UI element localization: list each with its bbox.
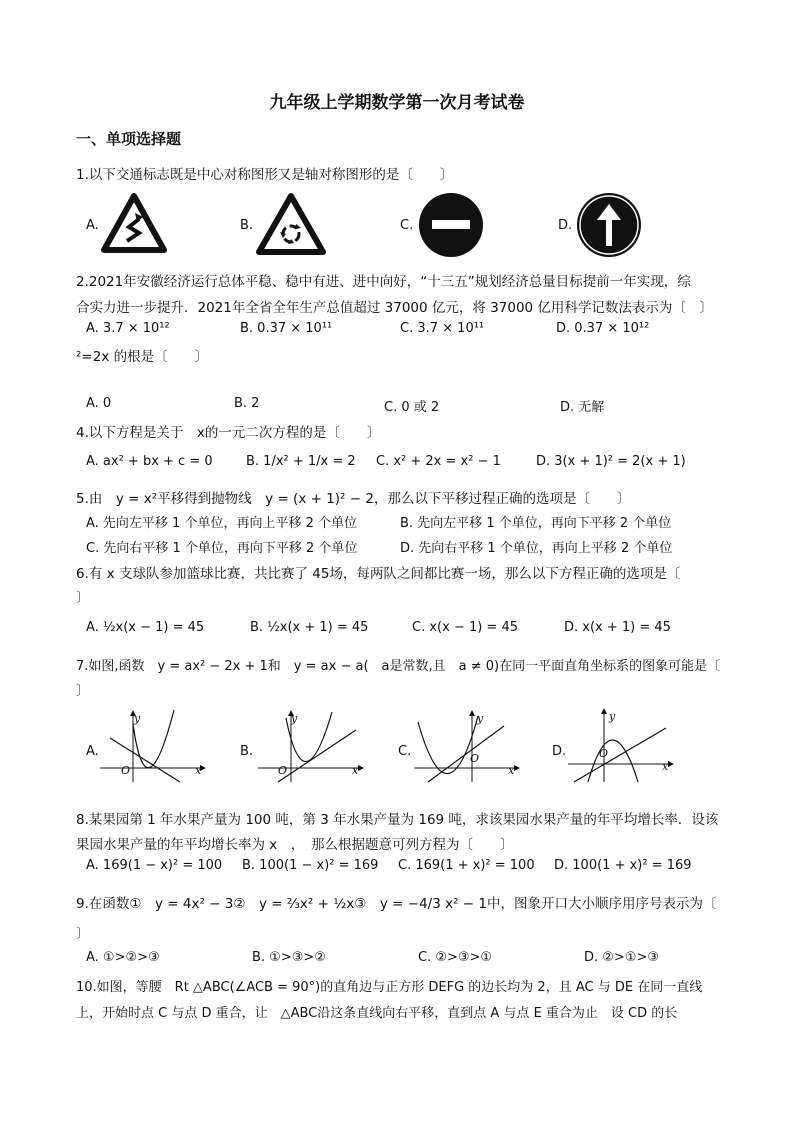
q7-c-y-label: y [477,712,484,725]
q7-graph-c [412,708,522,788]
q5-option-c: C. 先向右平移 1 个单位，再向下平移 2 个单位 [86,541,358,556]
question-1-stem: 1.以下交通标志既是中心对称图形又是轴对称图形的是〔 〕 [76,167,454,183]
q7-a-origin-label: O [121,764,131,777]
q9-option-b: B. ①>③>② [252,950,326,965]
q7-graph-b [256,708,366,788]
q7-d-x-label: x [662,760,669,773]
q2-option-d: D. 0.37 × 10¹² [556,321,650,336]
q5-option-b: B. 先向左平移 1 个单位，再向下平移 2 个单位 [400,516,672,531]
q7-graph-a [98,708,208,788]
q9-option-c: C. ②>③>① [418,950,493,965]
double-bend-sign-icon [101,193,167,257]
q4-option-b: B. 1/x² + 1/x = 2 [246,454,356,469]
q7-b-origin-label: O [278,764,288,777]
question-6-line-2: 〕 [76,590,90,606]
straight-ahead-sign-icon [576,192,642,262]
question-6-line-1: 6.有 x 支球队参加篮球比赛，共比赛了 45场，每两队之间都比赛一场，那么以下方程正确的选项是〔 [76,566,681,582]
q8-option-b: B. 100(1 − x)² = 169 [242,858,379,873]
q7-option-c-label: C. [398,744,412,759]
q2-option-c: C. 3.7 × 10¹¹ [400,321,485,336]
q8-option-c: C. 169(1 + x)² = 100 [398,858,535,873]
q8-option-d: D. 100(1 + x)² = 169 [554,858,692,873]
question-8-line-1: 8.某果园第 1 年水果产量为 100 吨，第 3 年水果产量为 169 吨，求该果园水果产量的年平均增长率．设该 [76,812,719,828]
q7-b-y-label: y [291,712,298,725]
question-7-line-2: 〕 [76,683,90,699]
q6-option-c: C. x(x − 1) = 45 [412,620,518,635]
q6-option-b: B. ½x(x + 1) = 45 [250,620,369,635]
q7-a-x-label: x [195,764,202,777]
question-10-line-2: 上，开始时点 C 与点 D 重合，让 △ABC沿这条直线向右平移，直到点 A 与点 E 重合为止 设 CD 的长 [76,1006,678,1021]
question-5-stem: 5.由 y = x²平移得到抛物线 y = (x + 1)² − 2，那么以下平移过程正确的选项是〔 〕 [76,491,631,507]
q7-c-origin-label: O [470,752,480,765]
q7-option-a-label: A. [86,744,99,759]
q9-option-d: D. ②>①>③ [584,950,660,965]
roundabout-sign-icon [256,193,326,259]
q7-c-x-label: x [508,764,515,777]
q7-a-y-label: y [134,712,141,725]
question-4-stem: 4.以下方程是关于 x的一元二次方程的是〔 〕 [76,425,381,441]
question-2-line-1: 2.2021年安徽经济运行总体平稳、稳中有进、进中向好，“十三五”规划经济总量目标提前一年实现，综 [76,274,691,290]
q3-option-a: A. 0 [86,396,112,411]
question-9-line-2: 〕 [76,926,90,942]
question-3-stem: ²=2x 的根是〔 〕 [76,349,209,365]
q1-option-a-label: A. [86,218,99,233]
question-2-line-2: 合实力进一步提升．2021年全省全年生产总值超过 37000 亿元，将 37000 亿用科学记数法表示为〔 〕 [76,300,713,316]
question-8-line-2: 果园水果产量的年平均增长率为 x ， 那么根据题意可列方程为〔 〕 [76,837,514,853]
q7-b-x-label: x [352,764,359,777]
q7-d-y-label: y [609,710,616,723]
q9-option-a: A. ①>②>③ [86,950,160,965]
q3-option-c: C. 0 或 2 [384,400,440,415]
q7-option-b-label: B. [240,744,254,759]
q6-option-d: D. x(x + 1) = 45 [564,620,671,635]
q4-option-c: C. x² + 2x = x² − 1 [376,454,501,469]
q1-option-c-label: C. [400,218,414,233]
question-10-line-1: 10.如图，等腰 Rt △ABC(∠ACB = 90°)的直角边与正方形 DEFG 的边长均为 2，且 AC 与 DE 在同一直线 [76,980,703,995]
q1-option-b-label: B. [240,218,254,233]
q4-option-a: A. ax² + bx + c = 0 [86,454,213,469]
q7-graph-d [566,706,676,788]
q6-option-a: A. ½x(x − 1) = 45 [86,620,205,635]
q5-option-a: A. 先向左平移 1 个单位，再向上平移 2 个单位 [86,516,358,531]
q1-option-d-label: D. [558,218,573,233]
q2-option-b: B. 0.37 × 10¹¹ [240,321,333,336]
question-9-line-1: 9.在函数① y = 4x² − 3② y = ⅔x² + ½x③ y = −4/3 x² − 1中，图象开口大小顺序用序号表示为〔 [76,896,717,912]
q3-option-d: D. 无解 [560,400,605,415]
q5-option-d: D. 先向右平移 1 个单位，再向上平移 2 个单位 [400,541,673,556]
question-7-line-1: 7.如图,函数 y = ax² − 2x + 1和 y = ax − a( a是常数,且 a ≠ 0)在同一平面直角坐标系的图象可能是〔 [76,659,721,674]
page-title: 九年级上学期数学第一次月考试卷 [269,93,525,113]
q4-option-d: D. 3(x + 1)² = 2(x + 1) [536,454,686,469]
q8-option-a: A. 169(1 − x)² = 100 [86,858,223,873]
section-heading: 一、单项选择题 [76,130,182,148]
q2-option-a: A. 3.7 × 10¹² [86,321,170,336]
q3-option-b: B. 2 [234,396,260,411]
no-entry-sign-icon [418,192,484,262]
q7-option-d-label: D. [552,744,567,759]
q7-d-origin-label: O [599,747,609,760]
